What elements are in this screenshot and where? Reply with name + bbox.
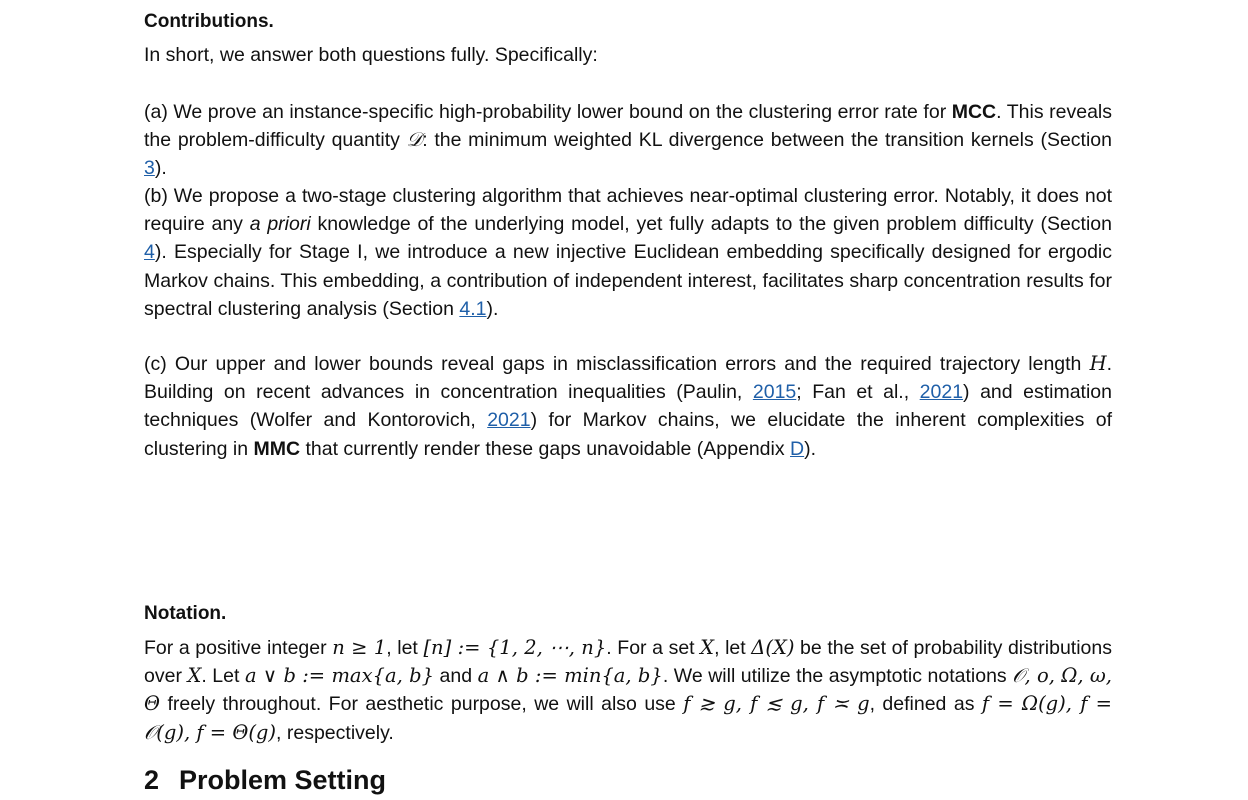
mmc-term: MMC <box>253 437 301 460</box>
section-heading <box>144 762 386 798</box>
citation-fan-2021-link[interactable]: 2021 <box>919 381 964 404</box>
contribution-b: (b) We propose a two-stage clustering algorithm that achieves near-optimal clustering error. Notably, it does not require any a priori knowledge of the underlying model, yet fully adapts to the given problem difficulty (Section 4). Especially for Stage I, we introduce a new injective Euclidean embedding specifically designed for ergodic Markov chains. This embedding, a contribution of independent interest, facilitates sharp concentration results for spectral clustering analysis (Section 4.1). <box>144 185 1112 320</box>
contribution-a: (a) We prove an instance-specific high-probability lower bound on the clustering error rate for MCC. This reveals the problem-difficulty quantity 𝒟: the minimum weighted KL divergence between the transition kernels (Section 3). <box>144 101 1112 180</box>
citation-wolfer-2021-link[interactable]: 2021 <box>487 409 531 432</box>
citation-paulin-2015-link[interactable]: 2015 <box>752 381 797 404</box>
section-3-link[interactable]: 3 <box>144 157 155 180</box>
contributions-heading: Contributions. <box>144 11 274 32</box>
notation-paragraph: For a positive integer n ≥ 1, let [n] := {1, 2, ⋯, n}. For a set X, let Δ(X) be the set of probability distributions over X. Let a ∨ b := max{a, b} and a ∧ b := min{a, b}. We will utilize the asymptotic notations 𝒪, o, Ω, ω, Θ freely throughout. For aesthetic purpose, we will also use f ≳ g, f ≲ g, f ≍ g, defined as f = Ω(g), f = 𝒪(g), f = Θ(g), respectively. <box>144 636 1113 744</box>
a-priori-term: a priori <box>249 213 311 236</box>
section-number: 2 <box>144 765 160 795</box>
contribution-c: (c) Our upper and lower bounds reveal gaps in misclassification errors and the required trajectory length H. Building on recent advances in concentration inequalities (Paulin, 2015; Fan et al., 2021) and estimation techniques (Wolfer and Kontorovich, 2021) for Markov chains, we elucidate the inherent complexities of clustering in MMC that currently render these gaps unavoidable (Appendix D). <box>144 352 1112 460</box>
contributions-intro: In short, we answer both questions fully. Specifically: <box>144 44 598 66</box>
section-4-link[interactable]: 4 <box>144 241 155 264</box>
section-4-1-link[interactable]: 4.1 <box>459 297 487 320</box>
section-title: Problem Setting <box>179 765 387 795</box>
appendix-d-link[interactable]: D <box>790 437 805 460</box>
trajectory-length-symbol: H <box>1089 352 1107 375</box>
notation-heading: Notation. <box>144 603 227 624</box>
mcc-term: MCC <box>951 101 997 123</box>
difficulty-symbol: 𝒟 <box>406 128 423 152</box>
